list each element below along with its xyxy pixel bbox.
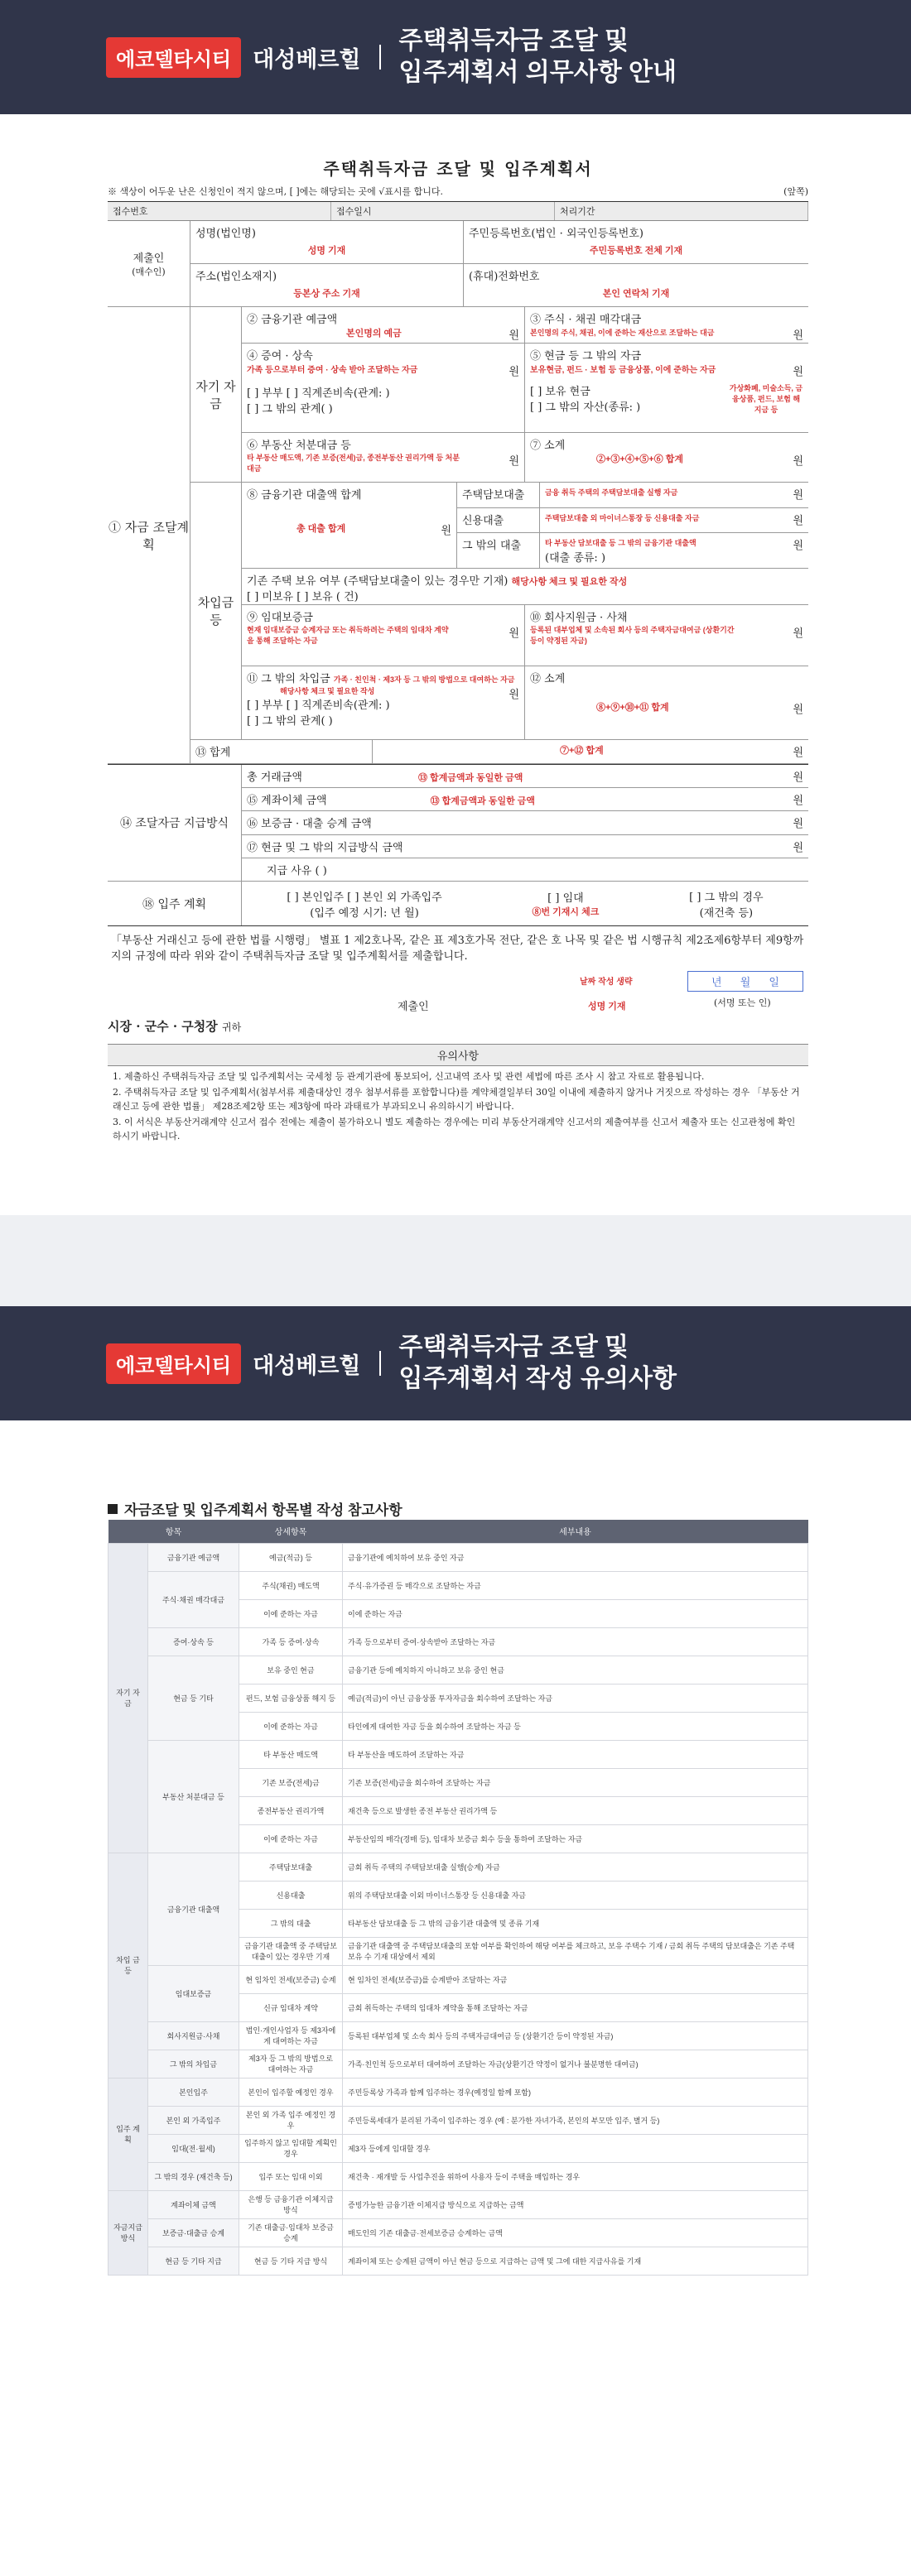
bank-loan-label: ⑧ 금융기관 대출액 합계 bbox=[247, 489, 362, 502]
company-loan-label: ⑩ 회사지원금 · 사채 bbox=[530, 612, 628, 624]
subgroup-cell: 회사지원금·사채 bbox=[148, 2021, 239, 2050]
group-cell: 자기 자금 bbox=[108, 1543, 148, 1853]
self-move-in-option[interactable] bbox=[287, 888, 441, 920]
won-unit: 원 bbox=[509, 455, 519, 468]
bullet-square-icon bbox=[108, 1504, 118, 1514]
banner-title bbox=[399, 26, 677, 89]
rental-deposit-hint: 현재 임대보증금 승계자금 또는 취득하려는 주택의 임대차 계약을 통해 조달하는 자금 bbox=[247, 626, 449, 645]
detail-cell: 가족 등 증여·상속 bbox=[239, 1627, 343, 1656]
detail-cell: 본인 외 가족 입주 예정인 경우 bbox=[239, 2106, 343, 2134]
cash-option[interactable]: [ ] 보유 현금 bbox=[530, 386, 590, 398]
rental-option[interactable] bbox=[533, 889, 600, 918]
note-item: 1. 제출하신 주택취득자금 조달 및 입주계획서는 국세청 등 관계기관에 통보되어, 신고내역 조사 및 관련 세법에 따른 조사 시 참고 자료로 활용됩니다. bbox=[113, 1071, 705, 1082]
own-funds-block bbox=[190, 307, 808, 483]
detail-cell: 현 임차인 전세(보증금) 승계 bbox=[239, 1965, 343, 1993]
won-unit: 원 bbox=[793, 329, 803, 342]
existing-housing-hint: 해당사항 체크 및 필요한 작성 bbox=[511, 577, 628, 587]
detail-cell: 기존 보증(전세)금 bbox=[239, 1768, 343, 1796]
header-detail: 상세항목 bbox=[239, 1520, 343, 1543]
bank-loan-hint: 총 대출 합계 bbox=[296, 524, 346, 534]
funding-plan-section bbox=[108, 307, 808, 764]
applicant-section bbox=[108, 221, 808, 307]
loan-subtotal-field[interactable] bbox=[525, 666, 808, 739]
subgroup-cell: 임대보증금 bbox=[148, 1965, 239, 2021]
name-hint: 성명 기재 bbox=[307, 246, 346, 256]
won-unit: 원 bbox=[793, 366, 803, 378]
reference-table-header bbox=[108, 1520, 808, 1543]
form-note-text: ※ 색상이 어두운 난은 신청인이 적지 않으며, [ ]에는 해당되는 곳에 √표시를 합니다. bbox=[108, 186, 443, 197]
table-row bbox=[108, 1853, 808, 1881]
description-cell: 매도인의 기존 대출금·전세보증금 승계하는 금액 bbox=[343, 2218, 808, 2247]
subgroup-cell: 보증금·대출금 승계 bbox=[148, 2218, 239, 2247]
submitter-hint: 성명 기재 bbox=[588, 1002, 626, 1012]
description-cell: 재건축 · 재개발 등 사업추진을 위하여 사용자 등이 주택을 매입하는 경우 bbox=[343, 2162, 808, 2190]
table-row bbox=[108, 1571, 808, 1599]
transfer-amount-field[interactable] bbox=[242, 788, 808, 811]
total-transaction-label: 총 거래금액 bbox=[247, 771, 302, 784]
detail-cell: 이에 준하는 자금 bbox=[239, 1712, 343, 1740]
addressee-suffix: 귀하 bbox=[222, 1021, 242, 1033]
subgroup-cell: 그 밖의 차입금 bbox=[148, 2050, 239, 2078]
subgroup-cell: 주식·채권 매각대금 bbox=[148, 1571, 239, 1627]
header-item: 항목 bbox=[108, 1520, 239, 1543]
name-field[interactable] bbox=[190, 221, 464, 263]
other-case-sub: (재건축 등) bbox=[699, 906, 754, 920]
subgroup-cell: 본인입주 bbox=[148, 2078, 239, 2106]
detail-cell: 주식(채권) 매도액 bbox=[239, 1571, 343, 1599]
deposit-label: ② 금융기관 예금액 bbox=[247, 314, 338, 326]
detail-cell: 신용대출 bbox=[239, 1881, 343, 1909]
detail-cell: 종전부동산 권리가액 bbox=[239, 1796, 343, 1824]
cash-amount-field[interactable] bbox=[242, 835, 808, 858]
grand-total-hint: ⑦+⑫ 합계 bbox=[560, 746, 604, 756]
group-cell: 입주 계획 bbox=[108, 2078, 148, 2190]
form-note bbox=[108, 185, 808, 198]
description-cell: 이에 준하는 자금 bbox=[343, 1599, 808, 1627]
gift-relation-2[interactable]: [ ] 그 밖의 관계( ) bbox=[247, 403, 333, 416]
note-item: 3. 이 서식은 부동산거래계약 신고서 접수 전에는 제출이 불가하오니 별도 제출하는 경우에는 미리 부동산거래계약 신고서의 제출여부를 신고서 제출자 또는 신고관청에 확인하시기 바랍니다. bbox=[113, 1117, 796, 1141]
cash-other-label: ⑤ 현금 등 그 밖의 자금 bbox=[530, 350, 642, 363]
own-subtotal-field[interactable] bbox=[525, 433, 808, 482]
won-unit: 원 bbox=[509, 366, 519, 378]
credit-loan-label: 신용대출 bbox=[457, 508, 540, 533]
move-in-plan-section bbox=[108, 882, 808, 926]
property-sale-hint: 타 부동산 매도액, 기존 보증(전세)금, 종전부동산 권리가액 등 처분대금 bbox=[247, 454, 460, 473]
assumed-amount-label: ⑯ 보증금 · 대출 승계 금액 bbox=[247, 818, 372, 831]
other-loan-kind[interactable]: (대출 종류: ) bbox=[545, 552, 606, 565]
form-page-side: (앞쪽) bbox=[783, 186, 808, 197]
grand-total-row[interactable] bbox=[190, 740, 808, 763]
stock-sale-label: ③ 주식 · 채권 매각대금 bbox=[530, 314, 642, 326]
processing-period-field: 처리기간 bbox=[555, 202, 808, 220]
won-unit: 원 bbox=[793, 627, 803, 640]
loan-subtotal-hint: ⑧+⑨+⑩+⑪ 합계 bbox=[596, 703, 669, 713]
won-unit: 원 bbox=[793, 747, 803, 759]
detail-cell: 주택담보대출 bbox=[239, 1853, 343, 1881]
table-row bbox=[108, 2106, 808, 2134]
header-banner-2 bbox=[0, 1306, 911, 1420]
other-borrowing-hint-2: 해당사항 체크 및 필요한 작성 bbox=[280, 687, 375, 695]
description-cell: 금융기관 등에 예치하지 아니하고 보유 중인 현금 bbox=[343, 1656, 808, 1684]
description-cell: 주식·유가증권 등 매각으로 조달하는 자금 bbox=[343, 1571, 808, 1599]
cash-other-hint: 보유현금, 펀드 · 보험 등 금융상품, 이에 준하는 자금 bbox=[530, 366, 716, 375]
rental-deposit-field[interactable] bbox=[242, 605, 525, 666]
bank-loan-total-field[interactable] bbox=[242, 483, 457, 568]
applicant-label bbox=[108, 221, 190, 306]
description-cell: 현 임차인 전세(보증금)를 승계받아 조달하는 자금 bbox=[343, 1965, 808, 1993]
description-cell: 금회 취득하는 주택의 임대차 계약을 통해 조달하는 자금 bbox=[343, 1993, 808, 2021]
brand-name: 대성베르힐 bbox=[253, 46, 361, 72]
cash-amount-label: ⑰ 현금 및 그 밖의 지급방식 금액 bbox=[247, 841, 403, 854]
brand-tag: 에코델타시티 bbox=[106, 1343, 241, 1384]
receipt-date-field: 접수일시 bbox=[331, 202, 555, 220]
payment-method-label: ⑭ 조달자금 지급방식 bbox=[108, 765, 242, 881]
detail-cell: 이에 준하는 자금 bbox=[239, 1824, 343, 1853]
detail-cell: 법인·개인사업자 등 제3자에게 대여하는 자금 bbox=[239, 2021, 343, 2050]
banner-divider bbox=[379, 45, 381, 70]
table-row bbox=[108, 2134, 808, 2162]
won-unit: 원 bbox=[441, 525, 451, 537]
other-borrowing-relation-1[interactable]: [ ] 부부 [ ] 직계존비속(관계: ) bbox=[247, 699, 390, 712]
credit-loan-hint: 주택담보대출 외 마이너스통장 등 신용대출 자금 bbox=[545, 513, 700, 522]
date-fields[interactable]: 년 월 일 bbox=[687, 971, 803, 992]
detail-cell: 펀드, 보험 금융상품 해지 등 bbox=[239, 1684, 343, 1712]
signature-field[interactable]: (서명 또는 인) bbox=[714, 997, 771, 1008]
stock-sale-field[interactable] bbox=[525, 307, 808, 344]
won-unit: 원 bbox=[793, 514, 803, 527]
table-row bbox=[108, 2190, 808, 2218]
section-gap bbox=[0, 1215, 911, 1306]
other-loan-hint: 타 부동산 담보대출 등 그 밖의 금융기관 대출액 bbox=[545, 539, 697, 547]
description-cell: 금회 취득 주택의 주택담보대출 실행(승계) 자금 bbox=[343, 1853, 808, 1881]
own-funds-label: 자기 자금 bbox=[190, 307, 242, 482]
won-unit: 원 bbox=[793, 818, 803, 831]
reference-title bbox=[108, 1498, 402, 1519]
own-subtotal-hint: ②+③+④+⑤+⑥ 합계 bbox=[596, 454, 684, 464]
banner-title-line1: 주택취득자금 조달 및 bbox=[398, 27, 629, 55]
other-borrowing-relation-2[interactable]: [ ] 그 밖의 관계( ) bbox=[247, 715, 333, 728]
banner-title bbox=[399, 1332, 677, 1395]
loan-subtotal-label: ⑫ 소계 bbox=[530, 673, 566, 685]
subgroup-cell: 본인 외 가족입주 bbox=[148, 2106, 239, 2134]
description-cell: 주민등록상 가족과 함께 입주하는 경우(예정일 함께 포함) bbox=[343, 2078, 808, 2106]
banner-title-line1: 주택취득자금 조달 및 bbox=[398, 1334, 629, 1361]
assumed-amount-field[interactable] bbox=[242, 811, 808, 834]
funding-plan-body bbox=[190, 307, 808, 763]
address-hint: 등본상 주소 기재 bbox=[293, 289, 360, 299]
mortgage-loan-label: 주택담보대출 bbox=[457, 483, 540, 507]
regno-hint: 주민등록번호 전체 기재 bbox=[589, 246, 683, 256]
funding-plan-label: ① 자금 조달계획 bbox=[108, 307, 190, 763]
group-cell: 자금지급 방식 bbox=[108, 2190, 148, 2275]
description-cell: 타 부동산을 매도하여 조달하는 자금 bbox=[343, 1740, 808, 1768]
existing-housing-question: 기존 주택 보유 여부 (주택담보대출이 있는 경우만 기재) bbox=[247, 575, 509, 588]
other-asset-option[interactable]: [ ] 그 밖의 자산(종류: ) bbox=[530, 401, 641, 414]
phone-field[interactable] bbox=[464, 264, 808, 306]
table-row bbox=[108, 1627, 808, 1656]
subgroup-cell: 증여·상속 등 bbox=[148, 1627, 239, 1656]
won-unit: 원 bbox=[509, 627, 519, 640]
won-unit: 원 bbox=[793, 841, 803, 854]
funding-plan-form bbox=[108, 156, 808, 1148]
applicant-sublabel: (매수인) bbox=[132, 267, 166, 277]
table-row bbox=[108, 1656, 808, 1684]
detail-cell: 입주하지 않고 임대할 계획인 경우 bbox=[239, 2134, 343, 2162]
table-row bbox=[108, 2247, 808, 2275]
gift-inheritance-field[interactable] bbox=[242, 344, 525, 433]
detail-cell: 금융기관 대출액 중 주택담보대출이 있는 경우만 기재 bbox=[239, 1937, 343, 1965]
won-unit: 원 bbox=[793, 771, 803, 784]
subgroup-cell: 현금 등 기타 bbox=[148, 1656, 239, 1740]
description-cell: 등록된 대부업체 및 소속 회사 등의 주택자금대여금 등 (상환기간 등이 약정된 자금) bbox=[343, 2021, 808, 2050]
banner-divider bbox=[379, 1351, 381, 1376]
table-row bbox=[108, 2050, 808, 2078]
property-sale-field[interactable] bbox=[242, 433, 525, 482]
table-row bbox=[108, 1965, 808, 1993]
gift-label: ④ 증여 · 상속 bbox=[247, 350, 313, 363]
detail-cell: 보유 중인 현금 bbox=[239, 1656, 343, 1684]
applicant-label-text: 제출인 bbox=[133, 252, 165, 265]
description-cell: 금융기관에 예치하여 보유 중인 자금 bbox=[343, 1543, 808, 1571]
move-in-date-text: (입주 예정 시기: 년 월) bbox=[310, 906, 419, 920]
detail-cell: 예금(적금) 등 bbox=[239, 1543, 343, 1571]
table-row bbox=[108, 2021, 808, 2050]
other-case-text: [ ] 그 밖의 경우 bbox=[689, 891, 764, 904]
declaration-text: 「부동산 거래신고 등에 관한 법률 시행령」 별표 1 제2호나목, 같은 표 제3호가목 전단, 같은 호 나목 및 같은 법 시행규칙 제2조제6항부터 제9항까지의 규정에 따라 위와 같이 주택취득자금 조달 및 입주계획서를 제출합니다. bbox=[111, 935, 804, 963]
table-row bbox=[108, 2218, 808, 2247]
regno-field[interactable] bbox=[464, 221, 808, 263]
won-unit: 원 bbox=[793, 455, 803, 468]
property-sale-label: ⑥ 부동산 처분대금 등 bbox=[247, 440, 351, 452]
header-banner-1 bbox=[0, 0, 911, 114]
other-asset-hint: 가상화폐, 미술소득, 금융상품, 펀드, 보험 해지금 등 bbox=[729, 384, 803, 414]
description-cell: 가족·친인척 등으로부터 대여하여 조달하는 자금(상환기간 약정이 없거나 불분명한 대여금) bbox=[343, 2050, 808, 2078]
description-cell: 가족 등으로부터 증여·상속받아 조달하는 자금 bbox=[343, 1627, 808, 1656]
subgroup-cell: 그 밖의 경우 (재건축 등) bbox=[148, 2162, 239, 2190]
detail-cell: 이에 준하는 자금 bbox=[239, 1599, 343, 1627]
detail-cell: 은행 등 금융기관 이체지급 방식 bbox=[239, 2190, 343, 2218]
description-cell: 기존 보증(전세)금을 회수하여 조달하는 자금 bbox=[343, 1768, 808, 1796]
description-cell: 증빙가능한 금융기관 이체지급 방식으로 지급하는 금액 bbox=[343, 2190, 808, 2218]
total-transaction-field[interactable] bbox=[242, 765, 808, 788]
banner-title-line2: 입주계획서 작성 유의사항 bbox=[398, 1365, 677, 1392]
address-label: 주소(법인소재지) bbox=[195, 271, 277, 283]
cash-other-field[interactable] bbox=[525, 344, 808, 433]
applicant-fields bbox=[190, 221, 808, 306]
rental-hint: ⑧번 기재시 체크 bbox=[532, 907, 600, 917]
description-cell: 주민등록세대가 분리된 가족이 입주하는 경우 (예 : 분가한 자녀가족, 본인의 부모만 입주, 별거 등) bbox=[343, 2106, 808, 2134]
phone-hint: 본인 연락처 기재 bbox=[602, 289, 670, 299]
own-subtotal-label: ⑦ 소계 bbox=[530, 440, 566, 452]
detail-cell: 그 밖의 대출 bbox=[239, 1909, 343, 1937]
other-borrowing-field[interactable] bbox=[242, 666, 525, 739]
reference-title-text: 자금조달 및 입주계획서 항목별 작성 참고사항 bbox=[124, 1502, 402, 1518]
existing-housing-field[interactable] bbox=[242, 569, 808, 605]
rental-text: [ ] 임대 bbox=[547, 892, 584, 905]
loan-label: 차입금 등 bbox=[190, 483, 242, 739]
other-borrowing-label: ⑪ 그 밖의 차입금 bbox=[247, 673, 330, 685]
won-unit: 원 bbox=[509, 329, 519, 342]
notes-heading: 유의사항 bbox=[108, 1044, 808, 1066]
notes-list bbox=[108, 1066, 808, 1148]
detail-cell: 본인이 입주할 예정인 경우 bbox=[239, 2078, 343, 2106]
gift-hint: 가족 등으로부터 증여 · 상속 받아 조달하는 자금 bbox=[247, 366, 418, 375]
existing-housing-options[interactable]: [ ] 미보유 [ ] 보유 ( 건) bbox=[247, 591, 359, 603]
detail-cell: 입주 또는 임대 이외 bbox=[239, 2162, 343, 2190]
detail-cell: 신규 임대차 계약 bbox=[239, 1993, 343, 2021]
signature-block bbox=[108, 971, 808, 1037]
loan-block bbox=[190, 483, 808, 740]
gift-relation-1[interactable]: [ ] 부부 [ ] 직계존비속(관계: ) bbox=[247, 387, 390, 400]
address-field[interactable] bbox=[190, 264, 464, 306]
total-transaction-hint: ⑬ 합계금액과 동일한 금액 bbox=[417, 773, 523, 783]
grand-total-label: ⑬ 합계 bbox=[190, 740, 373, 763]
table-row bbox=[108, 2162, 808, 2190]
description-cell: 부동산임의 매각(경매 등), 임대차 보증금 회수 등을 통하여 조달하는 자금 bbox=[343, 1824, 808, 1853]
receipt-number-field: 접수번호 bbox=[108, 202, 331, 220]
other-borrowing-hint: 가족 · 친인척 · 제3자 등 그 밖의 방법으로 대여하는 자금 bbox=[333, 675, 515, 684]
won-unit: 원 bbox=[793, 704, 803, 716]
table-row bbox=[108, 1740, 808, 1768]
won-unit: 원 bbox=[793, 540, 803, 552]
date-hint: 날짜 작성 생략 bbox=[580, 978, 633, 987]
name-label: 성명(법인명) bbox=[195, 228, 256, 240]
deposit-field[interactable] bbox=[242, 307, 525, 344]
detail-cell: 제3자 등 그 밖의 방법으로 대여하는 자금 bbox=[239, 2050, 343, 2078]
group-cell: 차입 금등 bbox=[108, 1853, 148, 2078]
company-loan-field[interactable] bbox=[525, 605, 808, 666]
won-unit: 원 bbox=[793, 795, 803, 808]
detail-cell: 타 부동산 매도액 bbox=[239, 1740, 343, 1768]
description-cell: 타부동산 담보대출 등 그 밖의 금융기관 대출액 및 종류 기재 bbox=[343, 1909, 808, 1937]
subgroup-cell: 금융기관 대출액 bbox=[148, 1853, 239, 1965]
other-loan-label: 그 밖의 대출 bbox=[457, 533, 540, 568]
description-cell: 타인에게 대여한 자금 등을 회수하여 조달하는 자금 등 bbox=[343, 1712, 808, 1740]
detail-cell: 기존 대출금·임대차 보증금 승계 bbox=[239, 2218, 343, 2247]
subgroup-cell: 계좌이체 금액 bbox=[148, 2190, 239, 2218]
form-title: 주택취득자금 조달 및 입주계획서 bbox=[323, 159, 593, 179]
rental-deposit-label: ⑨ 임대보증금 bbox=[247, 612, 313, 624]
addressee: 시장 · 군수 · 구청장 bbox=[108, 1019, 218, 1034]
note-item: 2. 주택취득자금 조달 및 입주계획서(첨부서류 제출대상인 경우 첨부서류를 포함합니다)를 계약체결일부터 30일 이내에 제출하지 않거나 거짓으로 작성하는 경우 「부동산 거래신고 등에 관한 법률」 제28조제2항 또는 제3항에 따라 과태료가 부과되오니 유의하시기 바랍니다. bbox=[113, 1087, 800, 1112]
won-unit: 원 bbox=[509, 689, 519, 701]
table-row bbox=[108, 2078, 808, 2106]
description-cell: 재건축 등으로 발생한 종전 부동산 권리가액 등 bbox=[343, 1796, 808, 1824]
brand-name: 대성베르힐 bbox=[253, 1353, 361, 1378]
subgroup-cell: 임대(전·월세) bbox=[148, 2134, 239, 2162]
reference-table bbox=[108, 1520, 808, 2276]
subgroup-cell: 금융기관 예금액 bbox=[148, 1543, 239, 1571]
stock-sale-hint: 본인명의 주식, 채권, 이에 준하는 재산으로 조달하는 대금 bbox=[530, 329, 715, 337]
header-description: 세부내용 bbox=[343, 1520, 808, 1543]
regno-label: 주민등록번호(법인 · 외국인등록번호) bbox=[469, 228, 643, 240]
move-in-plan-label: ⑱ 입주 계획 bbox=[108, 882, 242, 925]
subgroup-cell: 현금 등 기타 지급 bbox=[148, 2247, 239, 2275]
deposit-hint: 본인명의 예금 bbox=[346, 329, 402, 339]
description-cell: 위의 주택담보대출 이외 마이너스통장 등 신용대출 자금 bbox=[343, 1881, 808, 1909]
banner-title-line2: 입주계획서 의무사항 안내 bbox=[398, 59, 677, 86]
brand-tag: 에코델타시티 bbox=[106, 37, 241, 78]
subgroup-cell: 부동산 처분대금 등 bbox=[148, 1740, 239, 1853]
description-cell: 예금(적금)이 아닌 금융상품 투자자금을 회수하여 조달하는 자금 bbox=[343, 1684, 808, 1712]
receipt-bar bbox=[108, 201, 808, 221]
phone-label: (휴대)전화번호 bbox=[469, 271, 540, 283]
mortgage-loan-hint: 금융 취득 주택의 주택담보대출 실행 자금 bbox=[545, 488, 678, 497]
payment-method-section bbox=[108, 764, 808, 882]
transfer-amount-label: ⑮ 계좌이체 금액 bbox=[247, 795, 327, 808]
company-loan-hint: 등록된 대부업체 및 소속된 회사 등의 주택자금대여금 (상환기간 등이 약정된 자금) bbox=[530, 626, 735, 645]
self-move-in-text: [ ] 본인입주 [ ] 본인 외 가족입주 bbox=[287, 891, 442, 904]
submitter-label: 제출인 bbox=[398, 1001, 429, 1013]
payment-reason-field[interactable]: 지급 사유 ( ) bbox=[267, 864, 327, 877]
detail-cell: 현금 등 기타 지급 방식 bbox=[239, 2247, 343, 2275]
transfer-amount-hint: ⑬ 합계금액과 동일한 금액 bbox=[430, 796, 536, 807]
description-cell: 계좌이체 또는 승계된 금액이 아닌 현금 등으로 지급하는 금액 및 그에 대한 지급사유를 기재 bbox=[343, 2247, 808, 2275]
table-row bbox=[108, 1543, 808, 1571]
won-unit: 원 bbox=[793, 489, 803, 502]
description-cell: 금융기관 대출액 중 주택담보대출의 포함 여부를 확인하여 해당 여부를 체크하고, 보유 주택수 기재 / 금회 취득 주택의 담보대출은 기존 주택 보유 수 기재 대상에서 제외 bbox=[343, 1937, 808, 1965]
other-case-option[interactable] bbox=[689, 888, 763, 920]
description-cell: 제3자 등에게 임대할 경우 bbox=[343, 2134, 808, 2162]
